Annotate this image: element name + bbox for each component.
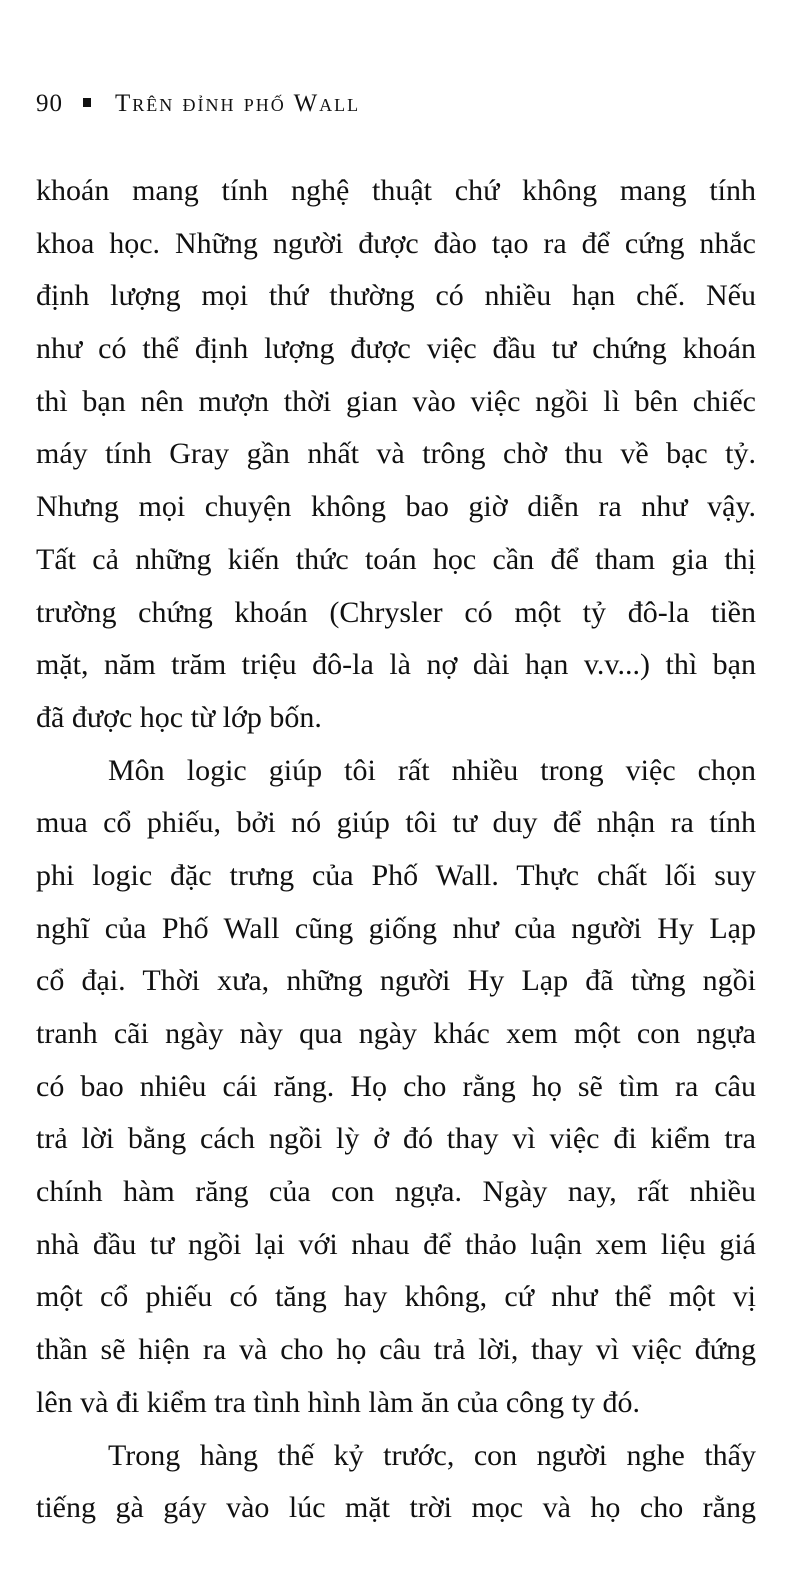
text-line: chính hàm răng của con ngựa. Ngày nay, rất nhiều	[36, 1175, 756, 1209]
text-line: có bao nhiêu cái răng. Họ cho rằng họ sẽ tìm ra câu	[36, 1069, 756, 1103]
text-line: lên và đi kiểm tra tình hình làm ăn của công ty đó.	[36, 1385, 641, 1419]
text-line: mặt, năm trăm triệu đô-la là nợ dài hạn v.v...) thì bạn	[36, 648, 756, 682]
text-line: như có thể định lượng được việc đầu tư chứng khoán	[36, 332, 756, 366]
text-line: tiếng gà gáy vào lúc mặt trời mọc và họ cho rằng	[36, 1491, 756, 1525]
page-number: 90	[36, 90, 63, 117]
text-line: đã được học từ lớp bốn.	[36, 700, 322, 734]
text-line: mua cổ phiếu, bởi nó giúp tôi tư duy để nhận ra tính	[36, 806, 756, 840]
text-line: cổ đại. Thời xưa, những người Hy Lạp đã từng ngồi	[36, 964, 756, 998]
text-line: khoa học. Những người được đào tạo ra để cứng nhắc	[36, 226, 756, 260]
text-line: Trong hàng thế kỷ trước, con người nghe thấy	[108, 1438, 756, 1472]
text-line: khoán mang tính nghệ thuật chứ không mang tính	[36, 174, 756, 207]
text-line: một cổ phiếu có tăng hay không, cứ như thể một vị	[36, 1280, 756, 1314]
text-line: nghĩ của Phố Wall cũng giống như của người Hy Lạp	[36, 911, 756, 945]
text-line: trả lời bằng cách ngồi lỳ ở đó thay vì việc đi kiểm tra	[36, 1122, 756, 1156]
text-line: nhà đầu tư ngồi lại với nhau để thảo luận xem liệu giá	[36, 1227, 756, 1261]
text-line: thì bạn nên mượn thời gian vào việc ngồi lì bên chiếc	[36, 384, 756, 418]
running-header	[36, 86, 360, 122]
text-line: Nhưng mọi chuyện không bao giờ diễn ra như vậy.	[36, 490, 756, 524]
text-line: tranh cãi ngày này qua ngày khác xem một con ngựa	[36, 1017, 756, 1050]
header-separator-square	[83, 98, 91, 107]
text-line: thần sẽ hiện ra và cho họ câu trả lời, thay vì việc đứng	[36, 1333, 756, 1367]
text-line: trường chứng khoán (Chrysler có một tỷ đô-la tiền	[36, 595, 756, 629]
running-title: Trên đỉnh phố Wall	[115, 90, 361, 117]
text-line: Môn logic giúp tôi rất nhiều trong việc chọn	[108, 753, 756, 787]
text-line: máy tính Gray gần nhất và trông chờ thu về bạc tỷ.	[36, 437, 756, 471]
body-text	[36, 165, 756, 1535]
text-line: Tất cả những kiến thức toán học cần để tham gia thị	[36, 542, 756, 576]
text-line: định lượng mọi thứ thường có nhiều hạn chế. Nếu	[36, 279, 756, 313]
text-line: phi logic đặc trưng của Phố Wall. Thực chất lối suy	[36, 858, 756, 892]
